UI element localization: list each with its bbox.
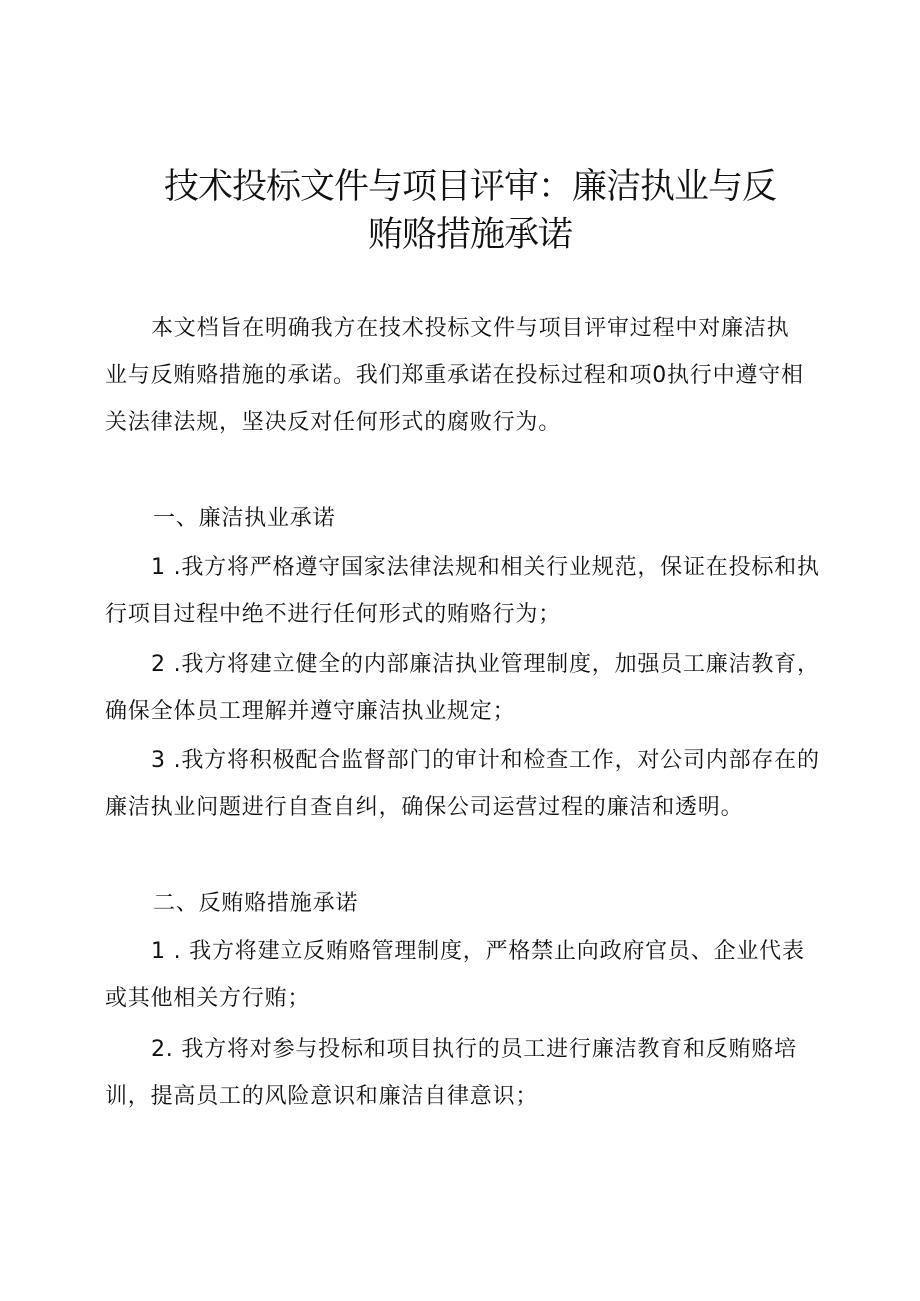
integrity-item-1-line-1: 1 .我方将严格遵守国家法律法规和相关行业规范，保证在投标和执	[151, 555, 820, 580]
integrity-item-2-line-1: 2 .我方将建立健全的内部廉洁执业管理制度，加强员工廉洁教育，	[151, 652, 820, 677]
anti-bribery-item-2-line-1: 2. 我方将对参与投标和项目执行的员工进行廉洁教育和反贿赂培	[151, 1037, 797, 1062]
anti-bribery-item-1-line-2: 或其他相关方行贿；	[105, 986, 311, 1011]
document-title	[140, 163, 800, 259]
integrity-item-1-line-2: 行项目过程中绝不进行任何形式的贿赂行为；	[105, 602, 562, 627]
section-heading-integrity: 一、廉洁执业承诺	[153, 506, 336, 531]
title-line-2: 贿赂措施承诺	[367, 215, 572, 255]
anti-bribery-item-1-line-1: 1 . 我方将建立反贿赂管理制度，严格禁止向政府官员、企业代表	[151, 939, 805, 964]
section-heading-anti-bribery: 二、反贿赂措施承诺	[153, 891, 359, 916]
integrity-item-2	[105, 641, 825, 735]
anti-bribery-item-2	[105, 1026, 825, 1120]
integrity-item-3-line-1: 3 .我方将积极配合监督部门的审计和检查工作，对公司内部存在的	[151, 748, 820, 773]
integrity-item-1	[105, 544, 825, 638]
integrity-item-2-line-2: 确保全体员工理解并遵守廉洁执业规定；	[105, 699, 516, 724]
intro-paragraph	[105, 305, 825, 446]
intro-line-2: 业与反贿赂措施的承诺。我们郑重承诺在投标过程和项0执行中遵守相	[105, 363, 804, 388]
intro-line-1: 本文档旨在明确我方在技术投标文件与项目评审过程中对廉洁执	[151, 316, 790, 341]
integrity-item-3	[105, 737, 825, 831]
anti-bribery-item-1	[105, 928, 825, 1022]
anti-bribery-item-2-line-2: 训，提高员工的风险意识和廉洁自律意识；	[105, 1084, 539, 1109]
title-line-1: 技术投标文件与项目评审：廉洁执业与反	[163, 167, 776, 207]
intro-line-3: 关法律法规，坚决反对任何形式的腐败行为。	[105, 410, 562, 435]
integrity-item-3-line-2: 廉洁执业问题进行自查自纠，确保公司运营过程的廉洁和透明。	[105, 795, 744, 820]
